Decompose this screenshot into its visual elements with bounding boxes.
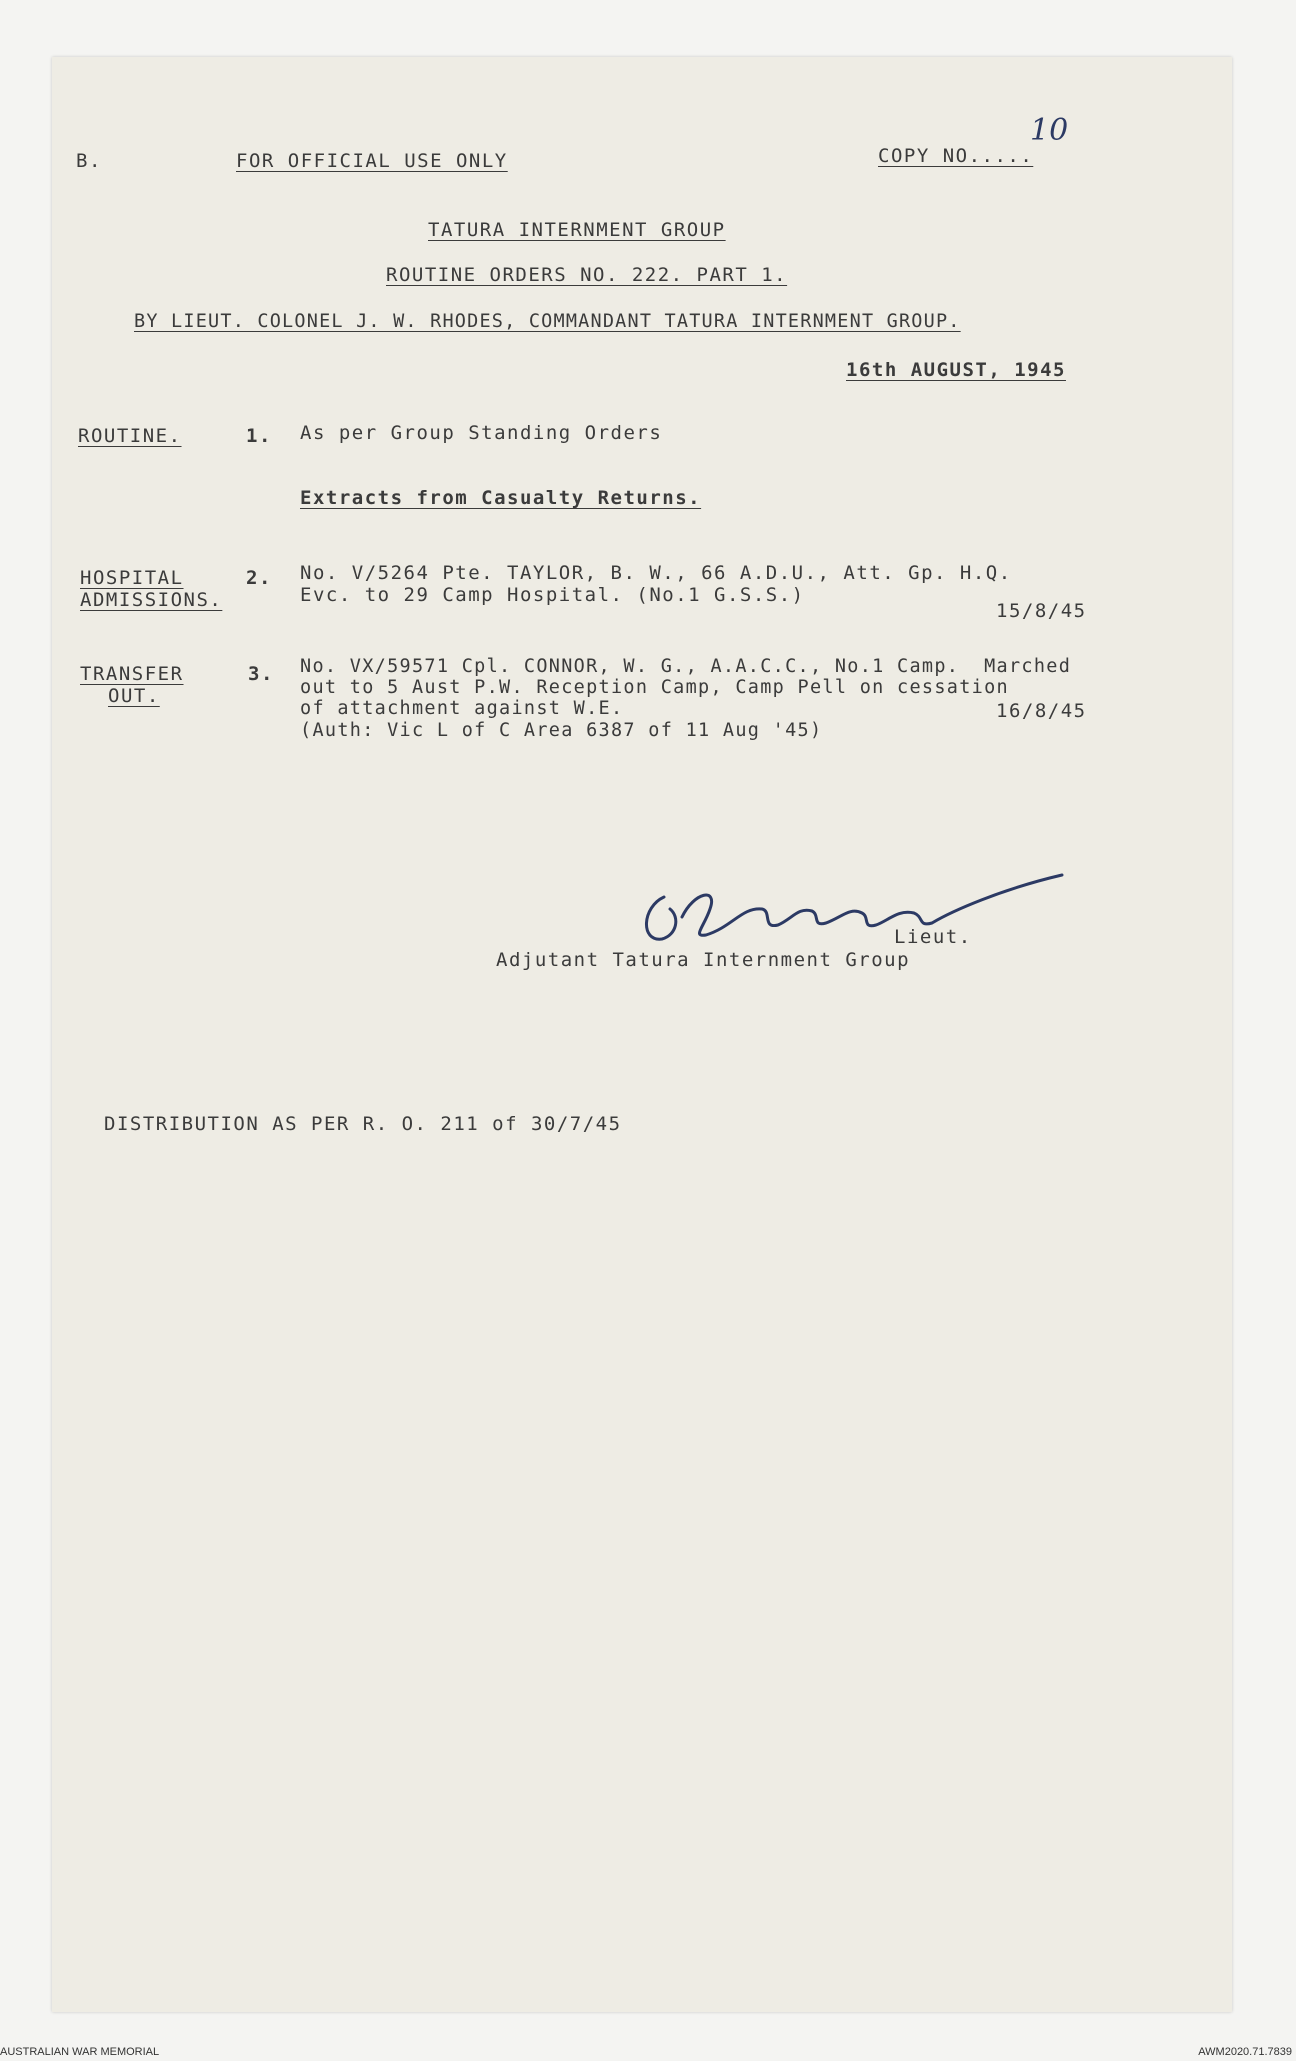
routine-number: 1. bbox=[246, 425, 272, 447]
hospital-line-2: Evc. to 29 Camp Hospital. (No.1 G.S.S.) bbox=[300, 584, 805, 606]
footer-accession: AWM2020.71.7839 bbox=[1198, 2046, 1292, 2058]
signature-rank: Lieut. bbox=[894, 926, 972, 948]
signature-mark bbox=[622, 847, 1072, 957]
header-letter: B. bbox=[76, 150, 102, 172]
classification: FOR OFFICIAL USE ONLY bbox=[236, 150, 508, 172]
order-date: 16th AUGUST, 1945 bbox=[846, 359, 1066, 381]
hospital-heading-2: ADMISSIONS. bbox=[80, 589, 223, 611]
transfer-authority: (Auth: Vic L of C Area 6387 of 11 Aug '45) bbox=[300, 720, 823, 741]
footer-source: AUSTRALIAN WAR MEMORIAL bbox=[0, 2046, 160, 2058]
signature-title: Adjutant Tatura Internment Group bbox=[496, 949, 911, 971]
distribution-line: DISTRIBUTION AS PER R. O. 211 of 30/7/45 bbox=[104, 1113, 622, 1135]
routine-text: As per Group Standing Orders bbox=[300, 422, 663, 444]
document-page bbox=[52, 57, 1232, 2012]
hospital-number: 2. bbox=[246, 567, 272, 589]
transfer-line-1: No. VX/59571 Cpl. CONNOR, W. G., A.A.C.C., No.1 Camp. Marched bbox=[300, 656, 1072, 677]
transfer-date: 16/8/45 bbox=[996, 700, 1087, 722]
transfer-line-3: of attachment against W.E. bbox=[300, 698, 624, 719]
hospital-heading-1: HOSPITAL bbox=[80, 567, 184, 589]
transfer-heading-2: OUT. bbox=[108, 685, 160, 707]
orders-title: ROUTINE ORDERS NO. 222. PART 1. bbox=[386, 264, 788, 286]
transfer-heading-1: TRANSFER bbox=[80, 663, 184, 685]
routine-heading: ROUTINE. bbox=[78, 425, 182, 447]
hospital-date: 15/8/45 bbox=[996, 600, 1087, 622]
copy-label: COPY NO..... bbox=[878, 145, 1034, 167]
extracts-heading: Extracts from Casualty Returns. bbox=[300, 487, 702, 509]
by-line: BY LIEUT. COLONEL J. W. RHODES, COMMANDANT TATURA INTERNMENT GROUP. bbox=[134, 311, 961, 332]
copy-number: 10 bbox=[1030, 113, 1069, 148]
group-title: TATURA INTERNMENT GROUP bbox=[428, 219, 726, 241]
transfer-line-2: out to 5 Aust P.W. Reception Camp, Camp Pell on cessation bbox=[300, 677, 1009, 698]
transfer-number: 3. bbox=[248, 663, 274, 685]
hospital-line-1: No. V/5264 Pte. TAYLOR, B. W., 66 A.D.U., Att. Gp. H.Q. bbox=[300, 562, 1012, 584]
